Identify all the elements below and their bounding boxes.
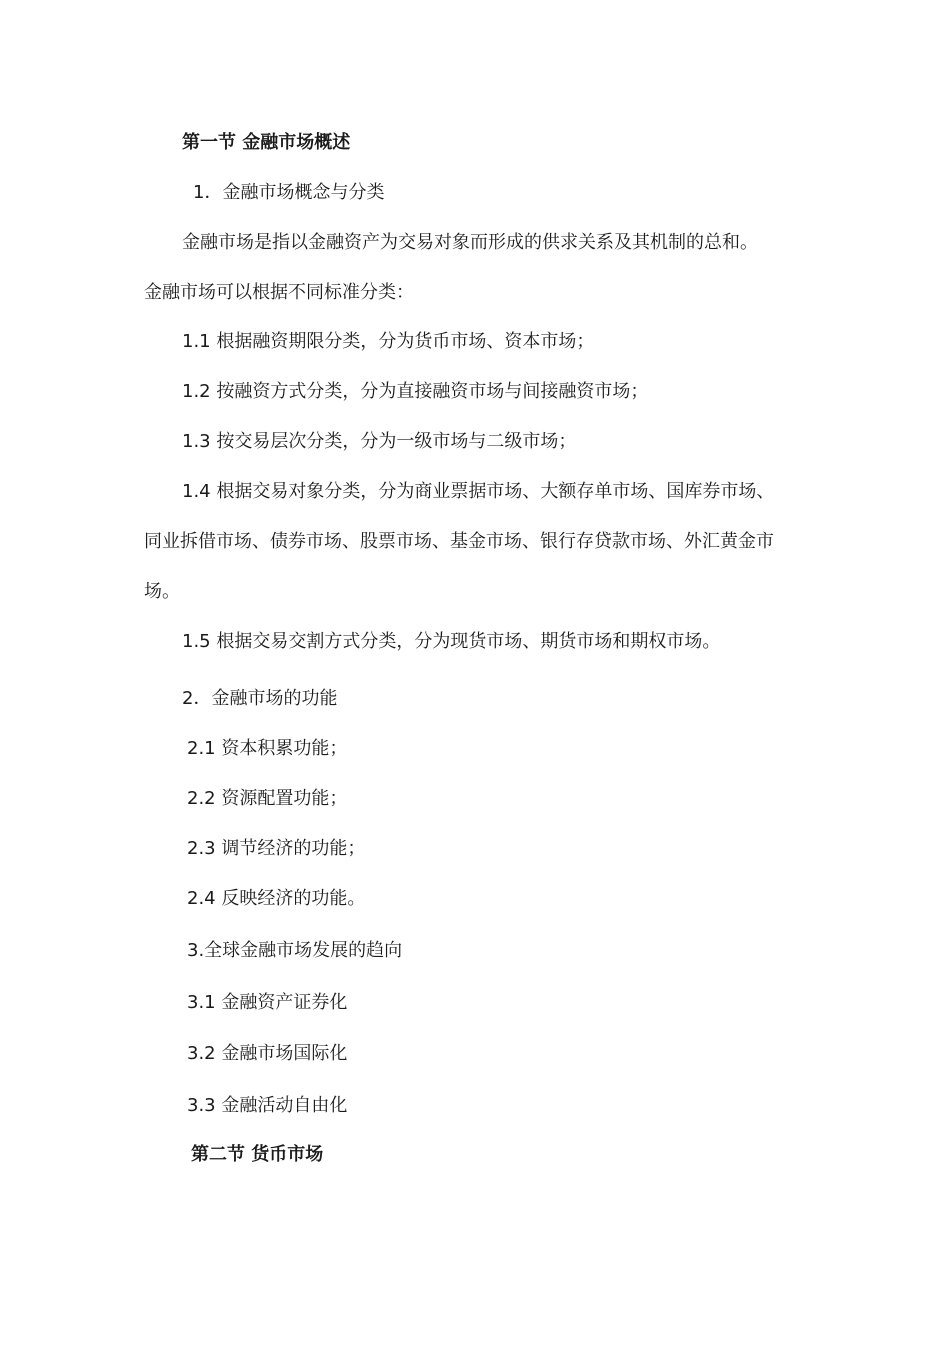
section-1-title: 第一节 金融市场概述 (182, 132, 351, 153)
classification-1-3: 1.3 按交易层次分类，分为一级市场与二级市场； (182, 431, 577, 452)
heading-2: 2．金融市场的功能 (182, 688, 338, 709)
intro-paragraph-line-1: 金融市场是指以金融资产为交易对象而形成的供求关系及其机制的总和。 (182, 232, 758, 253)
trend-3-2: 3.2 金融市场国际化 (187, 1043, 348, 1064)
section-2-title: 第二节 货币市场 (191, 1144, 324, 1165)
trend-3-1: 3.1 金融资产证券化 (187, 992, 348, 1013)
heading-3: 3.全球金融市场发展的趋向 (187, 940, 403, 961)
function-2-2: 2.2 资源配置功能； (187, 788, 348, 809)
classification-1-1: 1.1 根据融资期限分类，分为货币市场、资本市场； (182, 331, 595, 352)
function-2-4: 2.4 反映经济的功能。 (187, 888, 366, 909)
classification-1-4-line-1: 1.4 根据交易对象分类，分为商业票据市场、大额存单市场、国库券市场、 (182, 481, 775, 502)
classification-1-4-line-2: 同业拆借市场、债券市场、股票市场、基金市场、银行存贷款市场、外汇黄金市 (144, 531, 774, 552)
trend-3-3: 3.3 金融活动自由化 (187, 1095, 348, 1116)
heading-1: 1．金融市场概念与分类 (193, 182, 385, 203)
classification-1-2: 1.2 按融资方式分类，分为直接融资市场与间接融资市场； (182, 381, 649, 402)
function-2-1: 2.1 资本积累功能； (187, 738, 348, 759)
classification-1-5: 1.5 根据交易交割方式分类，分为现货市场、期货市场和期权市场。 (182, 631, 721, 652)
classification-1-4-line-3: 场。 (144, 581, 180, 602)
function-2-3: 2.3 调节经济的功能； (187, 838, 366, 859)
intro-paragraph-line-2: 金融市场可以根据不同标准分类： (144, 282, 414, 303)
